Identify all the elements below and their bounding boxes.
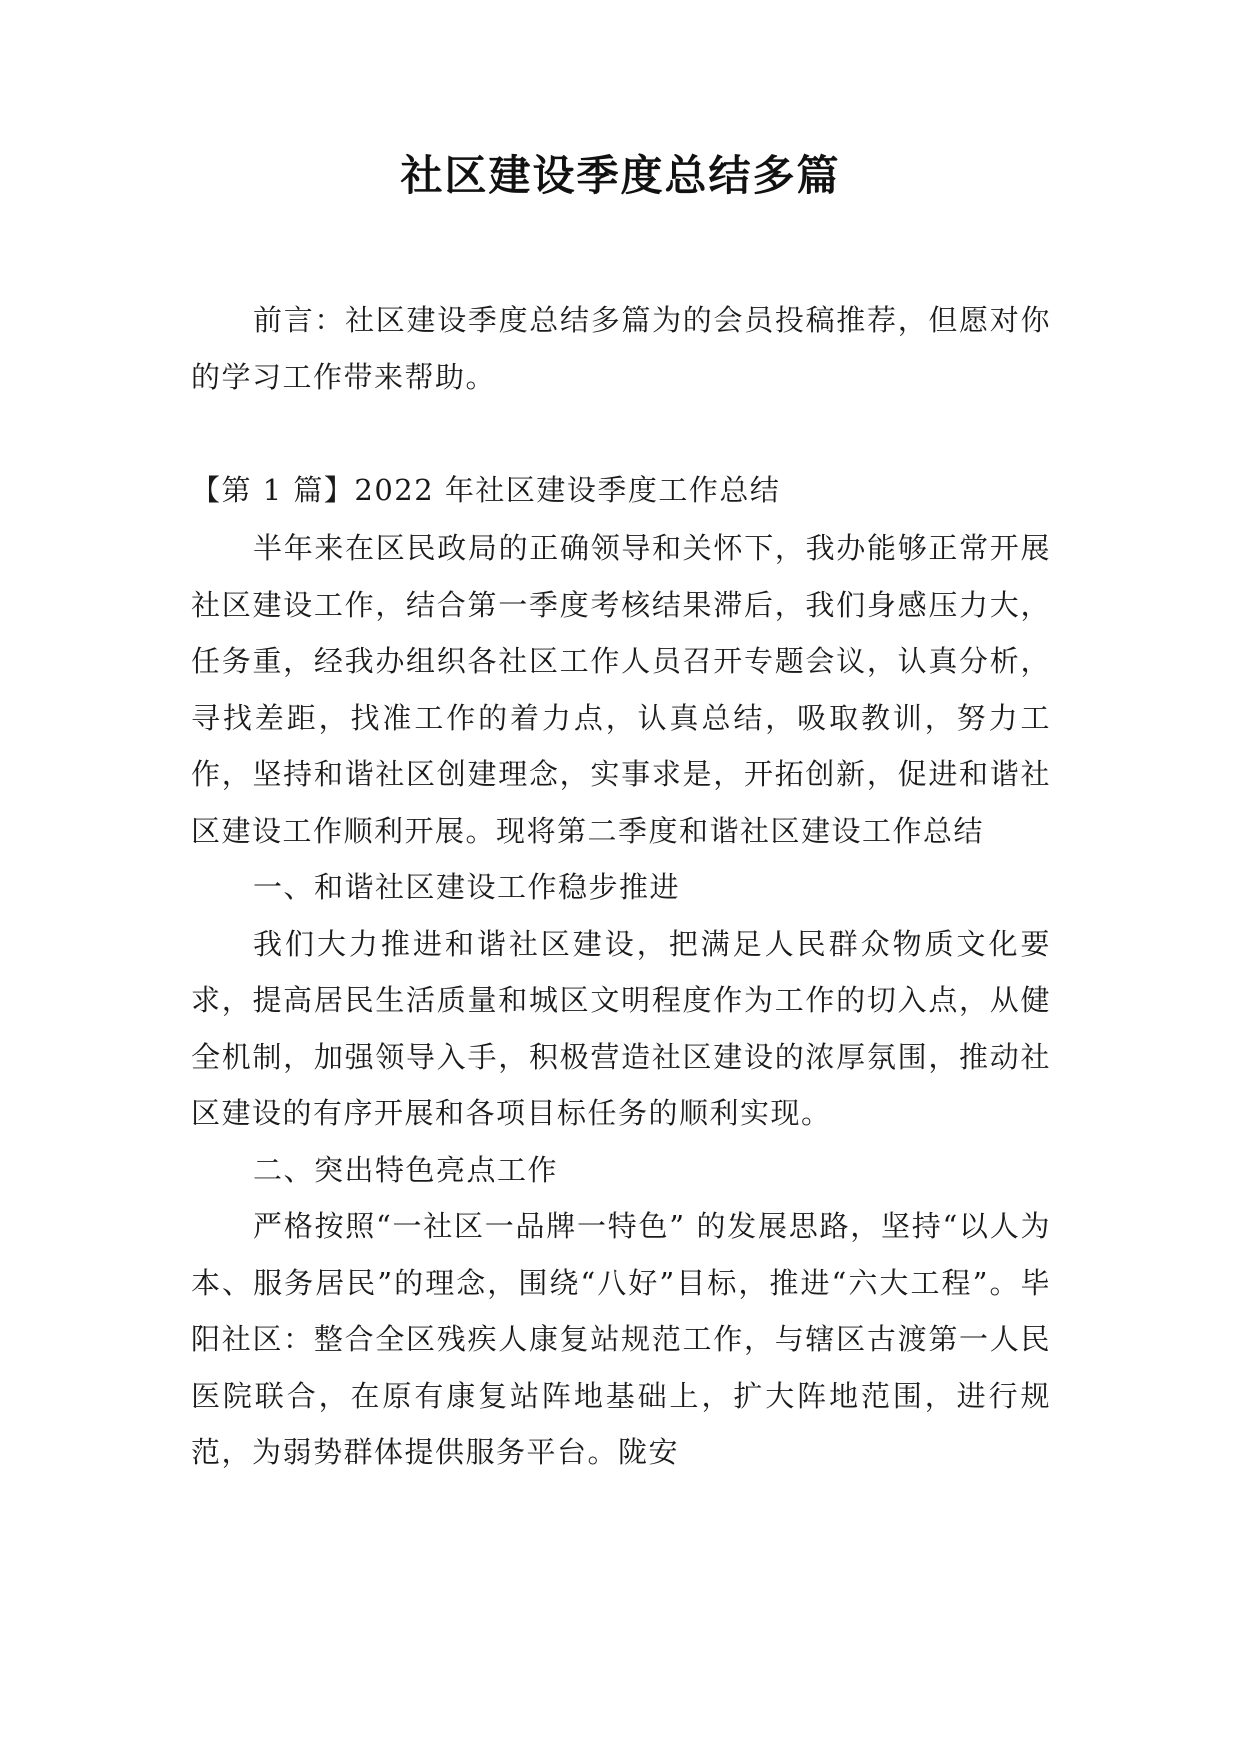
section-heading: 【第 1 篇】2022 年社区建设季度工作总结 — [191, 473, 781, 507]
subheading-highlights: 二、突出特色亮点工作 — [253, 1152, 559, 1187]
body-paragraph: 严格按照“一社区一品牌一特色” 的发展思路，坚持“以人为本、服务居民”的理念，围绕“八好”目标，推进“六大工程”。毕阳社区：整合全区残疾人康复站规范工作，与辖区古渡第一人民医院联合，在原有康复站阵地基础上，扩大阵地范围，进行规范，为弱势群体提供服务平台。陇安 — [191, 1209, 1051, 1469]
section-body — [191, 520, 1051, 1481]
subheading-harmonious-community: 一、和谐社区建设工作稳步推进 — [253, 870, 681, 904]
preface-paragraph: 前言：社区建设季度总结多篇为的会员投稿推荐，但愿对你的学习工作带来帮助。 — [191, 303, 1051, 394]
body-paragraph: 半年来在区民政局的正确领导和关怀下，我办能够正常开展社区建设工作，结合第一季度考核结果滞后，我们身感压力大，任务重，经我办组织各社区工作人员召开专题会议，认真分析，寻找差距，找准工作的着力点，认真总结，吸取教训，努力工作，坚持和谐社区创建理念，实事求是，开拓创新，促进和谐社区建设工作顺利开展。现将第二季度和谐社区建设工作总结 — [191, 531, 1051, 848]
document-title: 社区建设季度总结多篇 — [400, 151, 841, 200]
body-paragraph: 我们大力推进和谐社区建设，把满足人民群众物质文化要求，提高居民生活质量和城区文明程度作为工作的切入点，从健全机制，加强领导入手，积极营造社区建设的浓厚氛围，推动社区建设的有序开展和各项目标任务的顺利实现。 — [191, 926, 1051, 1130]
